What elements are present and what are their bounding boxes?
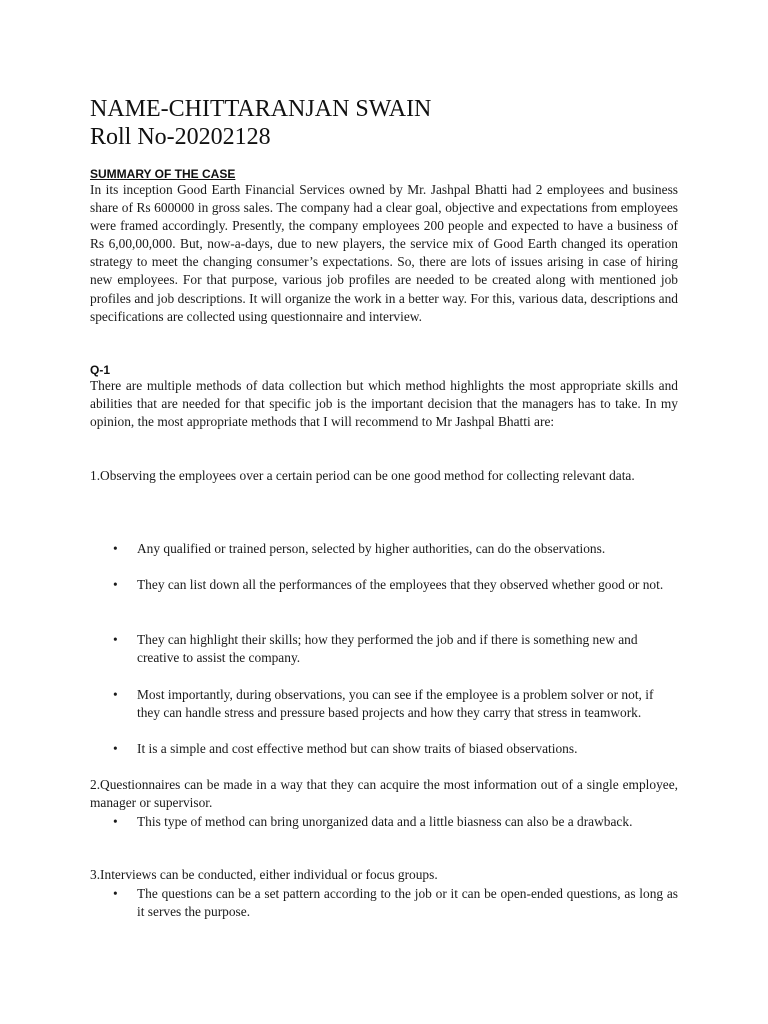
list-item-text: Any qualified or trained person, selected by higher authorities, can do the observations. xyxy=(137,541,606,556)
list-item-text: The questions can be a set pattern according to the job or it can be open-ended questions, as long as it serves the purpose. xyxy=(137,886,678,920)
method-3-text: 3.Interviews can be conducted, either individual or focus groups. xyxy=(90,867,438,882)
method-1-text: 1.Observing the employees over a certain period can be one good method for collecting relevant data. xyxy=(90,468,635,483)
list-item-text: This type of method can bring unorganized data and a little biasness can also be a drawback. xyxy=(137,814,633,829)
method-2-text: 2.Questionnaires can be made in a way that they can acquire the most information out of a single employee, manager or supervisor. xyxy=(90,777,678,811)
list-item-text: They can list down all the performances of the employees that they observed whether good or not. xyxy=(137,577,664,592)
bullet-icon: • xyxy=(113,886,118,901)
q1-heading: Q-1 xyxy=(90,363,111,377)
list-item-text: It is a simple and cost effective method but can show traits of biased observations. xyxy=(137,741,578,756)
q1-intro-paragraph: There are multiple methods of data collection but which method highlights the most appropriate skills and abilities that are needed for that specific job is the important decision that the managers has to take. In my opinion, the most appropriate methods that I will recommend to Mr Jashpal Bhatti are: xyxy=(90,378,678,430)
roll-number: Roll No-20202128 xyxy=(90,124,271,150)
list-item xyxy=(113,631,678,667)
summary-paragraph: In its inception Good Earth Financial Services owned by Mr. Jashpal Bhatti had 2 employees and business share of Rs 600000 in gross sales. The company had a clear goal, objective and expectations from employees were framed accordingly. Presently, the company employees 200 people and expected to have a business of Rs 6,00,00,000. But, now-a-days, due to new players, the service mix of Good Earth changed its operation strategy to meet the changing consumer’s expectations. So, there are lots of issues arising in case of hiring new employees. For that purpose, various job profiles are needed to be created along with mentioned job profiles and job descriptions. It will organize the work in a better way. For this, various data, descriptions and specifications are collected using questionnaire and interview. xyxy=(90,182,678,324)
list-item-text: Most importantly, during observations, you can see if the employee is a problem solver or not, if they can handle stress and pressure based projects and how they carry that stress in teamwork. xyxy=(137,687,654,721)
student-name: NAME-CHITTARANJAN SWAIN xyxy=(90,96,432,122)
list-item xyxy=(113,686,678,722)
list-item xyxy=(113,813,678,831)
list-item-text: They can highlight their skills; how they performed the job and if there is something new and creative to assist the company. xyxy=(137,632,638,666)
list-item xyxy=(113,885,678,921)
bullet-icon: • xyxy=(113,577,118,592)
bullet-icon: • xyxy=(113,687,118,702)
list-item xyxy=(113,540,678,558)
bullet-icon: • xyxy=(113,741,118,756)
list-item xyxy=(113,740,678,758)
bullet-icon: • xyxy=(113,632,118,647)
bullet-icon: • xyxy=(113,541,118,556)
bullet-icon: • xyxy=(113,814,118,829)
summary-heading: SUMMARY OF THE CASE xyxy=(90,167,236,181)
list-item xyxy=(113,576,678,594)
